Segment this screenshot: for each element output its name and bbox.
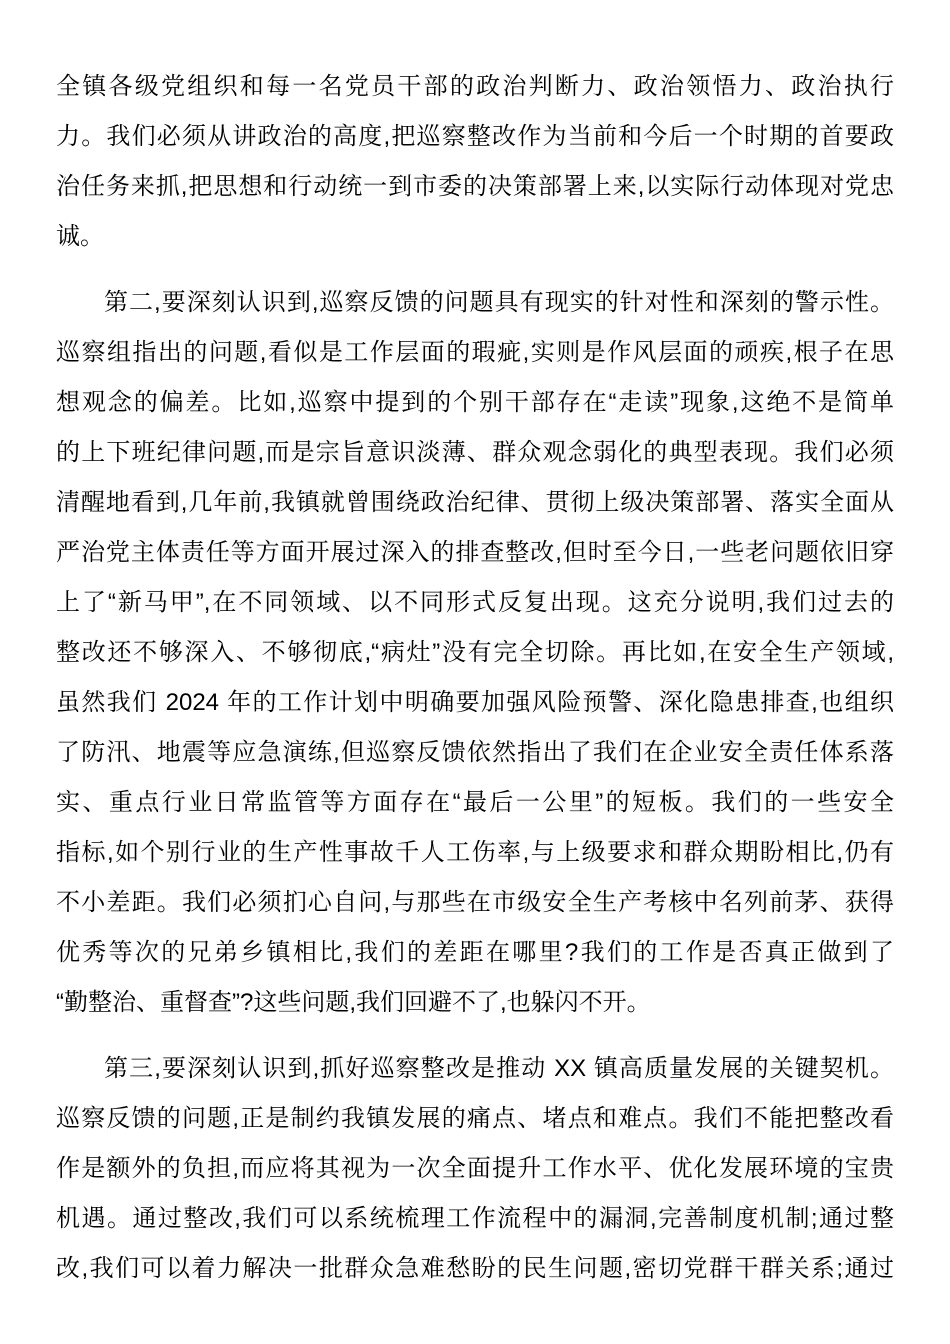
text-line: 虽然我们 2024 年的工作计划中明确要加强风险预警、深化隐患排查,也组织 (56, 689, 894, 716)
text-line: 机遇。通过整改,我们可以系统梳理工作流程中的漏洞,完善制度机制;通过整 (56, 1205, 894, 1232)
text-line: 巡察组指出的问题,看似是工作层面的瑕疵,实则是作风层面的顽疾,根子在思 (56, 339, 894, 366)
text-line: 第二,要深刻认识到,巡察反馈的问题具有现实的针对性和深刻的警示性。 (104, 289, 894, 316)
text-line: 清醒地看到,几年前,我镇就曾围绕政治纪律、贯彻上级决策部署、落实全面从 (56, 489, 894, 516)
text-line: 指标,如个别行业的生产性事故千人工伤率,与上级要求和群众期盼相比,仍有 (56, 839, 894, 866)
text-line: 改,我们可以着力解决一批群众急难愁盼的民生问题,密切党群干群关系;通过 (56, 1255, 894, 1282)
text-line: 整改还不够深入、不够彻底,“病灶”没有完全切除。再比如,在安全生产领域, (56, 639, 894, 666)
text-line: 上了“新马甲”,在不同领域、以不同形式反复出现。这充分说明,我们过去的 (56, 589, 894, 616)
text-line: 全镇各级党组织和每一名党员干部的政治判断力、政治领悟力、政治执行 (56, 73, 894, 100)
text-line: 严治党主体责任等方面开展过深入的排查整改,但时至今日,一些老问题依旧穿 (56, 539, 894, 566)
text-line: 实、重点行业日常监管等方面存在“最后一公里”的短板。我们的一些安全 (56, 789, 894, 816)
text-line: 作是额外的负担,而应将其视为一次全面提升工作水平、优化发展环境的宝贵 (56, 1155, 894, 1182)
text-line: 治任务来抓,把思想和行动统一到市委的决策部署上来,以实际行动体现对党忠 (56, 173, 894, 200)
text-line: 的上下班纪律问题,而是宗旨意识淡薄、群众观念弱化的典型表现。我们必须 (56, 439, 894, 466)
text-line: 不小差距。我们必须扪心自问,与那些在市级安全生产考核中名列前茅、获得 (56, 889, 894, 916)
text-line: 第三,要深刻认识到,抓好巡察整改是推动 XX 镇高质量发展的关键契机。 (104, 1055, 894, 1082)
text-line: 想观念的偏差。比如,巡察中提到的个别干部存在“走读”现象,这绝不是简单 (56, 389, 894, 416)
text-line: 力。我们必须从讲政治的高度,把巡察整改作为当前和今后一个时期的首要政 (56, 123, 894, 150)
text-line: 了防汛、地震等应急演练,但巡察反馈依然指出了我们在企业安全责任体系落 (56, 739, 894, 766)
text-line: 巡察反馈的问题,正是制约我镇发展的痛点、堵点和难点。我们不能把整改看 (56, 1105, 894, 1132)
text-line: 诚。 (56, 223, 104, 250)
text-line: “勤整治、重督查”?这些问题,我们回避不了,也躲闪不开。 (56, 989, 651, 1016)
text-line: 优秀等次的兄弟乡镇相比,我们的差距在哪里?我们的工作是否真正做到了 (56, 939, 894, 966)
